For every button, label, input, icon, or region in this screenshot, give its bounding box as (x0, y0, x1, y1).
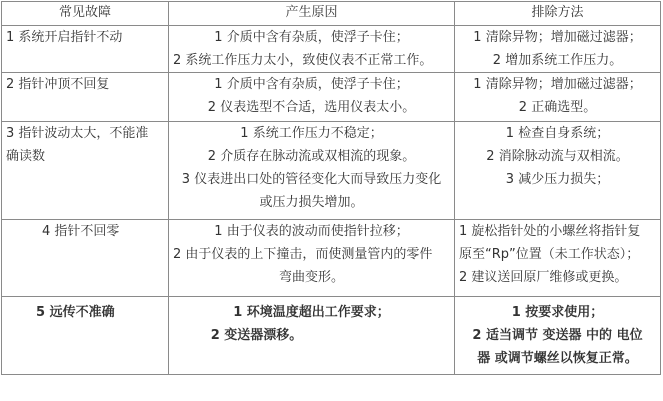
header-row (2, 2, 661, 26)
cause-text: 1 介质中含有杂质，使浮子卡住； (214, 30, 409, 45)
remedy-cell (455, 26, 661, 73)
remedy-text: 1 清除异物；增加磁过滤器； (473, 77, 642, 92)
cause-text: 2 由于仪表的上下撞击，而使测量管内的零件 (173, 247, 433, 262)
cause-cell (169, 220, 455, 297)
cause-text: 3 仪表进出口处的管径变化大而导致压力变化 (181, 172, 442, 187)
header-fault: 常见故障 (2, 2, 169, 26)
fault-table (1, 1, 661, 375)
remedy-text: 器 或调节螺丝以恢复正常。 (477, 351, 638, 366)
header-remedy: 排除方法 (455, 2, 661, 26)
cause-text: 2 变送器漂移。 (210, 328, 303, 343)
remedy-text: 3 减少压力损失； (505, 172, 610, 187)
remedy-text: 1 旋松指针处的小螺丝将指针复 (459, 224, 641, 239)
remedy-text: 1 按要求使用； (511, 305, 604, 320)
cause-text: 1 由于仪表的波动而使指针拉移； (214, 224, 409, 239)
remedy-text: 原至“Rp”位置（未工作状态）； (459, 247, 640, 262)
fault-text: 2 指针冲顶不回复 (6, 77, 110, 92)
remedy-text: 2 消除脉动流与双相流。 (486, 149, 629, 164)
fault-cell (2, 220, 169, 297)
cause-text: 2 仪表选型不合适，选用仪表太小。 (207, 100, 416, 115)
cause-text: 2 介质存在脉动流或双相流的现象。 (207, 149, 416, 164)
remedy-text: 2 正确选型。 (518, 100, 597, 115)
cause-cell (169, 297, 455, 375)
fault-text: 1 系统开启指针不动 (6, 30, 123, 45)
cause-text: 2 系统工作压力太小，致使仪表不正常工作。 (173, 53, 433, 68)
cause-text: 1 系统工作压力不稳定； (240, 126, 383, 141)
fault-table-container (1, 1, 661, 375)
remedy-cell (455, 220, 661, 297)
cause-cell (169, 73, 455, 122)
remedy-text: 2 增加系统工作压力。 (492, 53, 623, 68)
remedy-text: 2 适当调节 变送器 中的 电位 (472, 328, 643, 343)
fault-text: 3 指针波动太大，不能准 (6, 126, 149, 141)
cause-text: 或压力损失增加。 (259, 195, 364, 210)
fault-cell (2, 26, 169, 73)
table-row (2, 73, 661, 122)
cause-cell (169, 122, 455, 220)
fault-text: 4 指针不回零 (42, 224, 120, 239)
cause-text: 1 介质中含有杂质，使浮子卡住； (214, 77, 409, 92)
remedy-cell (455, 297, 661, 375)
remedy-text: 2 建议送回原厂维修或更换。 (459, 270, 628, 285)
table-row (2, 122, 661, 220)
remedy-text: 1 清除异物；增加磁过滤器； (473, 30, 642, 45)
fault-cell (2, 73, 169, 122)
table-row (2, 220, 661, 297)
cause-cell (169, 26, 455, 73)
fault-text: 5 远传不准确 (36, 305, 115, 320)
remedy-text: 1 检查自身系统； (505, 126, 610, 141)
header-cause: 产生原因 (169, 2, 455, 26)
table-row (2, 297, 661, 375)
fault-cell (2, 122, 169, 220)
remedy-cell (455, 73, 661, 122)
fault-cell (2, 297, 169, 375)
table-row (2, 26, 661, 73)
remedy-cell (455, 122, 661, 220)
fault-text: 确读数 (6, 149, 46, 164)
cause-text: 弯曲变形。 (278, 270, 344, 285)
cause-text: 1 环境温度超出工作要求； (233, 305, 390, 320)
